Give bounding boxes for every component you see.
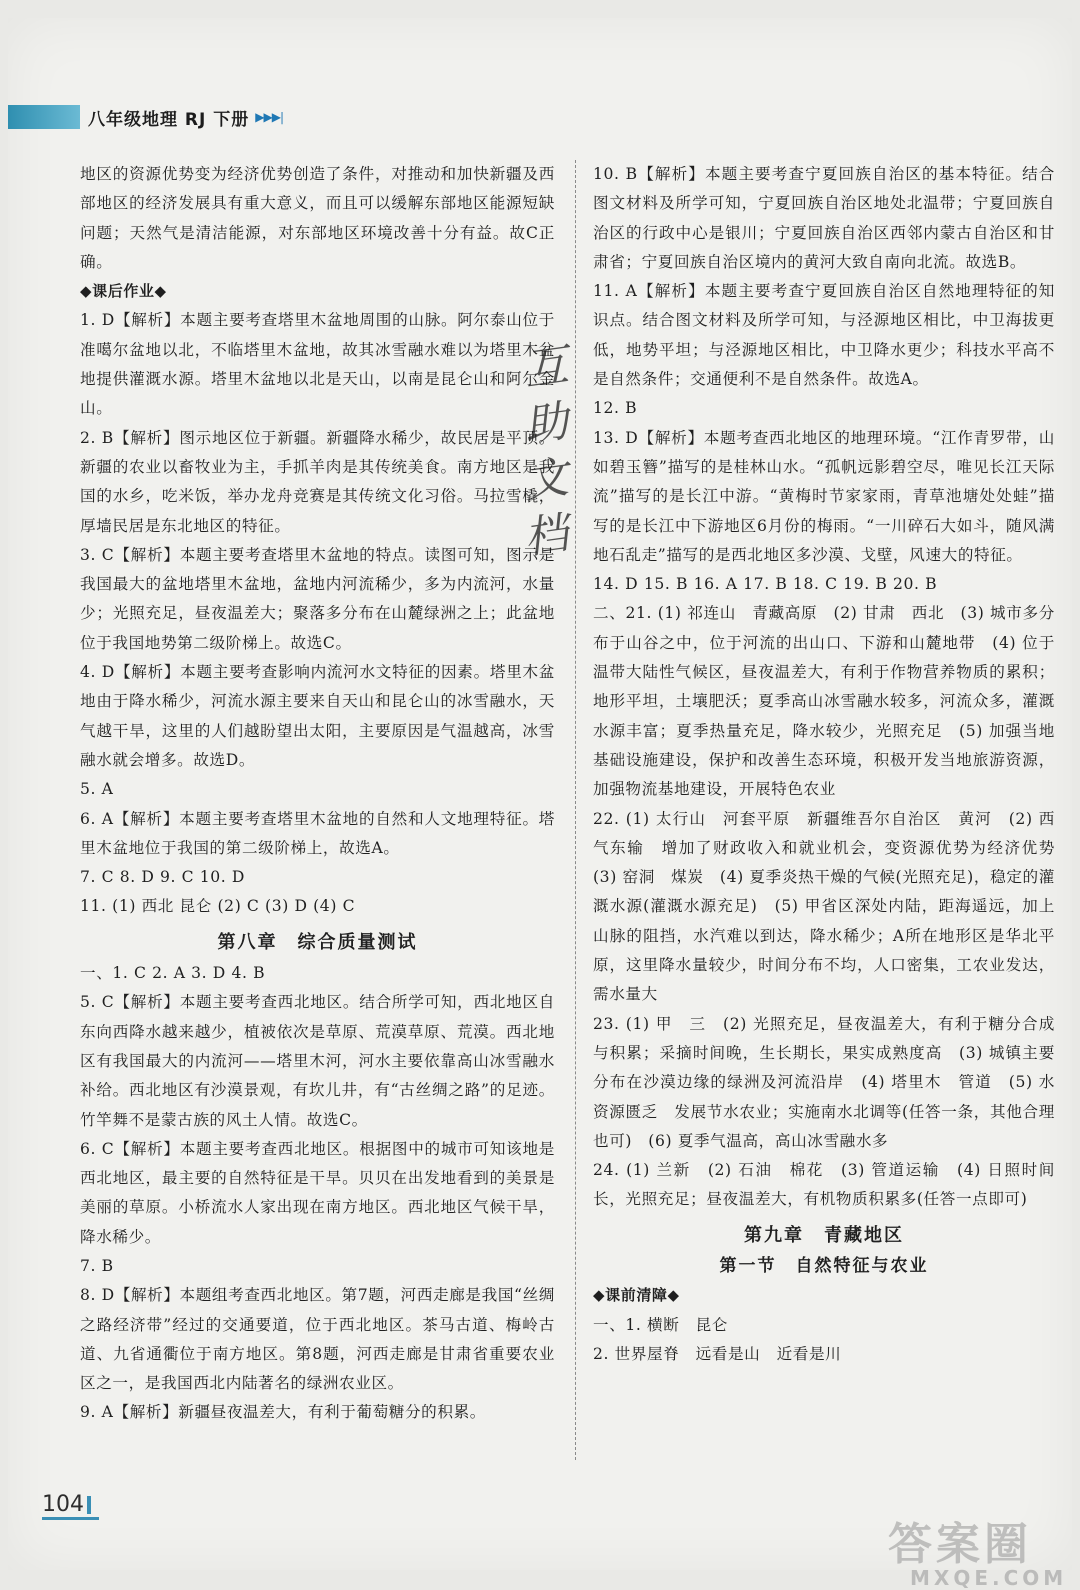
handwritten-char: 文 (520, 451, 572, 509)
answer-paragraph: 2. 世界屋脊 远看是山 近看是川 (593, 1344, 842, 1363)
page-number (42, 1492, 99, 1520)
answer-paragraph: 5. A (80, 780, 114, 799)
page-number-mark (87, 1496, 91, 1514)
handwritten-char: 档 (520, 507, 572, 565)
answer-paragraph: 8. D【解析】本题组考查西北地区。第7题，河西走廊是我国“丝绸之路经济带”经过的交通要道，位于西北地区。茶马古道、梅岭古道、九省通衢位于南方地区。第8题，河西走廊是甘肃省重要农业区之一，是我国西北内陆著名的绿洲农业区。 (80, 1286, 555, 1393)
answer-paragraph: 7. C 8. D 9. C 10. D (80, 868, 245, 887)
answer-paragraph: 地区的资源优势变为经济优势创造了条件，对推动和加快新疆及西部地区的经济发展具有重大意义，而且可以缓解东部地区能源短缺问题；天然气是清洁能源，对东部地区环境改善十分有益。故C正确。 (80, 165, 555, 271)
answer-paragraph: 4. D【解析】本题主要考查影响内流河水文特征的因素。塔里木盆地由于降水稀少，河流水源主要来自天山和昆仑山的冰雪融水，天气越干旱，这里的人们越盼望出太阳，主要原因是气温越高，冰雪融水就会增多。故选D。 (80, 663, 555, 769)
answer-paragraph: 14. D 15. B 16. A 17. B 18. C 19. B 20. B (593, 575, 938, 594)
answer-paragraph: 9. A【解析】新疆昼夜温差大，有利于葡萄糖分的积累。 (80, 1403, 486, 1422)
left-column (80, 160, 555, 1428)
answer-paragraph: 1. D【解析】本题主要考查塔里木盆地周围的山脉。阿尔泰山位于准噶尔盆地以北，不临塔里木盆地，故其冰雪融水难以为塔里木盆地提供灌溉水源。塔里木盆地以北是天山，以南是昆仑山和阿尔金山。 (80, 311, 555, 418)
header-color-tab (8, 105, 80, 129)
header-title: 八年级地理 RJ 下册 (88, 109, 250, 130)
page-number-text: 104 (42, 1492, 84, 1517)
answer-paragraph: 11. (1) 西北 昆仑 (2) C (3) D (4) C (80, 897, 356, 916)
watermark-main: 答案圈 (888, 1519, 1032, 1570)
answer-paragraph: 10. B【解析】本题主要考查宁夏回族自治区的基本特征。结合图文材料及所学可知，宁夏回族自治区地处北温带；宁夏回族自治区的行政中心是银川；宁夏回族自治区西邻内蒙古自治区和甘肃省；宁夏回族自治区境内的黄河大致自南向北流。故选B。 (593, 165, 1055, 271)
subsection-label: ◆课前清障◆ (593, 1286, 680, 1305)
handwritten-char: 互 (520, 339, 572, 397)
page (8, 18, 1072, 1590)
watermark-sub: MXQE.COM (910, 1566, 1068, 1590)
handwritten-char: 助 (520, 395, 572, 453)
subsection-label: ◆课后作业◆ (80, 282, 167, 301)
right-column (593, 160, 1072, 1369)
section-title: 第一节 自然特征与农业 (719, 1255, 929, 1276)
answer-paragraph: 24. (1) 兰新 (2) 石油 棉花 (3) 管道运输 (4) 日照时间长，光照充足；昼夜温差大，有机物质积累多(任答一点即可) (593, 1161, 1055, 1209)
answer-paragraph: 6. A【解析】本题主要考查塔里木盆地的自然和人文地理特征。塔里木盆地位于我国的第二级阶梯上，故选A。 (80, 809, 555, 857)
answer-paragraph: 6. C【解析】本题主要考查西北地区。根据图中的城市可知该地是西北地区，最主要的自然特征是干旱。贝贝在出发地看到的美景是美丽的草原。小桥流水人家出现在南方地区。西北地区气候干旱，降水稀少。 (80, 1139, 555, 1246)
answer-paragraph: 7. B (80, 1256, 114, 1275)
answer-paragraph: 5. C【解析】本题主要考查西北地区。结合所学可知，西北地区自东向西降水越来越少，植被依次是草原、荒漠草原、荒漠。西北地区有我国最大的内流河——塔里木河，河水主要依靠高山冰雪融水补给。西北地区有沙漠景观，有坎儿井，有“古丝绸之路”的足迹。竹竿舞不是蒙古族的风土人情。故选C。 (80, 993, 555, 1129)
handwritten-annotation (520, 338, 604, 578)
answer-paragraph: 22. (1) 太行山 河套平原 新疆维吾尔自治区 黄河 (2) 西气东输 增加了财政收入和就业机会，变资源优势为经济优势 (3) 窑洞 煤炭 (4) 夏季炎热干燥的气候(光照充足)，稳定的灌溉水源(灌溉水源充足) (5) 甲省区深处内陆，距海遥远，加上山脉的阻挡，水汽难以到达，降水稀少；A所在地形区是华北平原，这里降水量较少，时间分布不均，人口密集，工农业发达，需水量大 (593, 809, 1072, 1004)
answer-paragraph: 13. D【解析】本题考查西北地区的地理环境。“江作青罗带，山如碧玉簪”描写的是桂林山水。“孤帆远影碧空尽，唯见长江天际流”描写的是长江中游。“黄梅时节家家雨，青草池塘处处蛙”描写的是长江中下游地区6月份的梅雨。“一川碎石大如斗，随风满地石乱走”描写的是西北地区多沙漠、戈壁，风速大的特征。 (593, 428, 1055, 564)
answer-paragraph: 23. (1) 甲 三 (2) 光照充足，昼夜温差大，有利于糖分合成与积累；采摘时间晚，生长期长，果实成熟度高 (3) 城镇主要分布在沙漠边缘的绿洲及河流沿岸 (4) 塔里木 管道 (5) 水资源匮乏 发展节水农业；实施南水北调等(任答一条，其他合理也可) (6) 夏季气温高，高山冰雪融水多 (593, 1014, 1055, 1150)
answer-paragraph: 12. B (593, 399, 638, 418)
chapter-title: 第九章 青藏地区 (744, 1224, 904, 1246)
answer-paragraph: 二、21. (1) 祁连山 青藏高原 (2) 甘肃 西北 (3) 城市多分布于山谷之中，位于河流的出山口、下游和山麓地带 (4) 位于温带大陆性气候区，昼夜温差大，有利于作物营养物质的累积；地形平坦，土壤肥沃；夏季高山冰雪融水较多，河流众多，灌溉水源丰富；夏季热量充足，降水较少，光照充足 (5) 加强当地基础设施建设，保护和改善生态环境，积极开发当地旅游资源，加强物流基地建设，开展特色农业 (593, 604, 1055, 799)
answer-paragraph: 一、1. 横断 昆仑 (593, 1315, 728, 1334)
chapter-title: 第八章 综合质量测试 (217, 931, 418, 953)
arrow-icon: ▶▶▶| (255, 110, 283, 124)
answer-paragraph: 一、1. C 2. A 3. D 4. B (80, 964, 266, 983)
answer-paragraph: 11. A【解析】本题主要考查宁夏回族自治区自然地理特征的知识点。结合图文材料及所学可知，与泾源地区相比，中卫海拔更低，地势平坦；与泾源地区相比，中卫降水更少；科技水平高不是自然条件；交通便利不是自然条件。故选A。 (593, 282, 1055, 389)
answer-paragraph: 3. C【解析】本题主要考查塔里木盆地的特点。读图可知，图示是我国最大的盆地塔里木盆地，盆地内河流稀少，多为内流河，水量少；光照充足，昼夜温差大；聚落多分布在山麓绿洲之上；此盆地位于我国地势第二级阶梯上。故选C。 (80, 545, 555, 652)
answer-paragraph: 2. B【解析】图示地区位于新疆。新疆降水稀少，故民居是平顶。新疆的农业以畜牧业为主，手抓羊肉是其传统美食。南方地区是我国的水乡，吃米饭，举办龙舟竞赛是其传统文化习俗。马拉雪橇，厚墙民居是东北地区的特征。 (80, 428, 555, 535)
running-header (8, 102, 318, 132)
